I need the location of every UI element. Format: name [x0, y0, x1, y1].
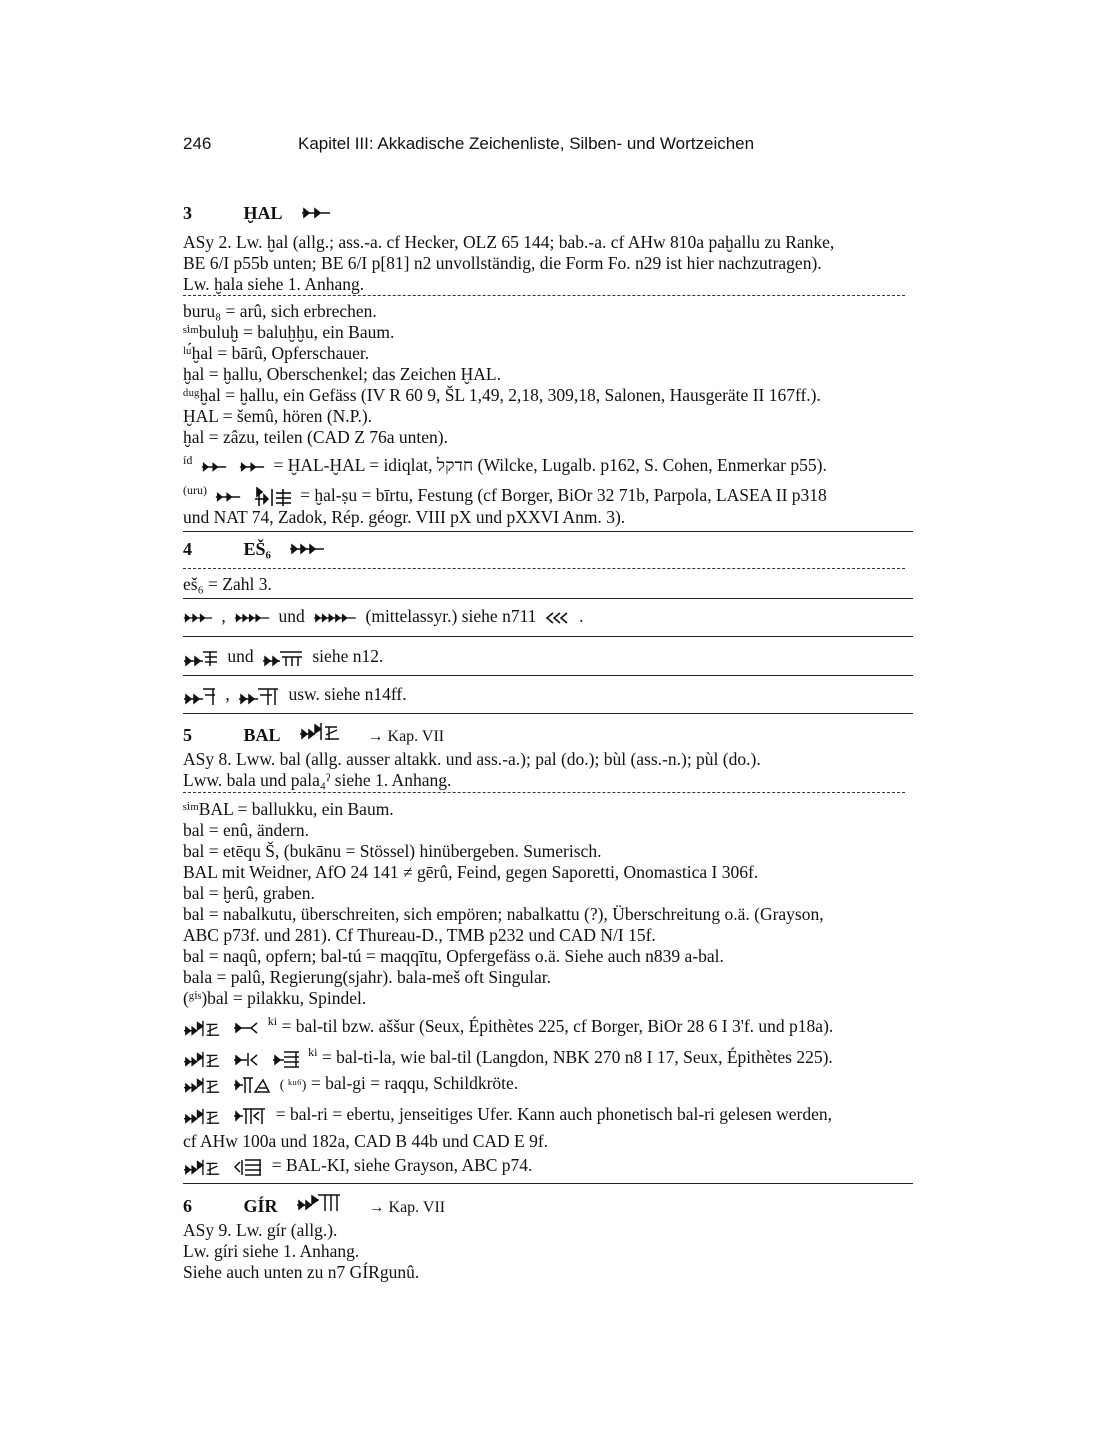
- su-sign-icon: [254, 487, 292, 507]
- determinative: ki: [308, 1045, 318, 1059]
- entry-5-values: [183, 799, 913, 1009]
- chapter-title: Kapitel III: Akkadische Zeichenliste, Silben- und Wortzeichen: [298, 134, 755, 153]
- value-line: (ᵍⁱˢ)bal = pilakku, Spindel.: [183, 988, 367, 1008]
- sign-name: ḪAL: [243, 203, 283, 223]
- see-text: usw. siehe n14ff.: [288, 684, 407, 704]
- bal-sign-icon: [183, 1050, 221, 1068]
- separator: ,: [225, 684, 230, 704]
- sign-line-text: = bal-til bzw. aššur (Seux, Épithètes 225, cf Borger, BiOr 28 6 I 3'f. und p18a).: [281, 1015, 834, 1036]
- value-line: BAL mit Weidner, AfO 24 141 ≠ gērû, Feind, gegen Saporetti, Onomastica I 306f.: [183, 862, 759, 882]
- value-line: bala = palû, Regierung(sjahr). bala-meš oft Singular.: [183, 967, 552, 987]
- asy-line: ASy 9. Lw. gír (allg.).: [183, 1220, 338, 1240]
- dashed-divider: [183, 792, 905, 793]
- asy-line: Siehe auch unten zu n7 GÍRgunû.: [183, 1262, 420, 1282]
- bal-sign-icon: [183, 1158, 221, 1176]
- birtu-line: [183, 480, 827, 507]
- birtu-text: = ḫal-ṣu = bīrtu, Festung (cf Borger, BiOr 32 71b, Parpola, LASEA II p318: [300, 484, 827, 505]
- chapter-reference: → Kap. VII: [368, 1199, 446, 1216]
- entry-divider: [183, 713, 913, 714]
- value-line: ˢⁱᵐbuluḫ = baluḫḫu, ein Baum.: [183, 322, 395, 342]
- und-word: und: [227, 646, 254, 666]
- entry-number: 6: [183, 1196, 192, 1216]
- see-line-1: [183, 606, 584, 627]
- bal-gi-line: [183, 1073, 518, 1096]
- asy-line: ASy 8. Lww. bal (allg. ausser altakk. und ass.-a.); pal (do.); bùl (ass.-n.); pùl (do.).: [183, 749, 761, 769]
- entry-5-heading: [183, 721, 444, 747]
- compound-sign-icon: [262, 649, 304, 667]
- value-line: ḫal = ḫallu, Oberschenkel; das Zeichen ḪAL.: [183, 364, 501, 384]
- entry-3-values: [183, 301, 913, 448]
- hal-sign-icon: [201, 461, 227, 473]
- value-line: ˡᵘ́ḫal = bārû, Opferschauer.: [183, 343, 370, 363]
- es6-value: eš₆ = Zahl 3.: [183, 574, 272, 594]
- entry-number: 4: [183, 539, 192, 559]
- ri-sign-icon: [233, 1107, 267, 1125]
- value-line: bal = nabalkutu, überschreiten, sich empören; nabalkattu (?), Überschreitung o.ä. (Grayson,: [183, 904, 824, 924]
- separator: ,: [221, 606, 226, 626]
- chapter-reference: → Kap. VII: [367, 728, 445, 745]
- es6-sign-icon: [289, 539, 325, 560]
- idiqlat-line: [183, 450, 827, 476]
- determinative: íd: [183, 453, 193, 467]
- determinative: ( ᵏᵘ⁶): [279, 1078, 307, 1093]
- hal-sign-icon: [301, 203, 331, 224]
- hal-sign-icon: [239, 461, 265, 473]
- sign-line-text: = bal-gi = raqqu, Schildkröte.: [310, 1073, 519, 1093]
- entry-divider: [183, 531, 913, 532]
- entry-5-asy: [183, 749, 913, 791]
- und-word: und: [278, 606, 305, 626]
- entry-3-heading: [183, 203, 331, 224]
- bal-sign-icon: [299, 721, 341, 746]
- sign-line-text: = bal-ri = ebertu, jenseitiges Ufer. Kann auch phonetisch bal-ri gelesen werden,: [275, 1104, 832, 1124]
- entry-6-lines: [183, 1220, 913, 1283]
- entry-number: 3: [183, 203, 192, 223]
- winkelhaken-icon: [545, 612, 571, 624]
- four-wedges-icon: [234, 613, 270, 623]
- value-line: bal = naqû, opfern; bal-tú = maqqītu, Opfergefäss o.ä. Siehe auch n839 a-bal.: [183, 946, 724, 966]
- dashed-divider: [183, 295, 905, 296]
- value-line: ABC p73f. und 281). Cf Thureau-D., TMB p232 und CAD N/I 15f.: [183, 925, 656, 945]
- es6-sign-icon: [183, 613, 213, 623]
- compound-sign-icon: [238, 686, 280, 706]
- value-line: ᵈᵘᵍḫal = ḫallu, ein Gefäss (IV R 60 9, ŠL 1,49, 2,18, 309,18, Salonen, Hausgeräte II 167ff.).: [183, 385, 821, 405]
- bal-ti-la-line: [183, 1042, 833, 1068]
- entry-number: 5: [183, 725, 192, 745]
- five-wedges-icon: [313, 613, 357, 623]
- hal-sign-icon: [215, 491, 241, 503]
- bal-sign-icon: [183, 1107, 221, 1125]
- period: .: [579, 606, 584, 626]
- entry-divider: [183, 598, 913, 599]
- entry-divider: [183, 1183, 913, 1184]
- idiqlat-text: = ḪAL-ḪAL = idiqlat, חדקל (Wilcke, Lugalb. p162, S. Cohen, Enmerkar p55).: [273, 454, 827, 475]
- bal-sign-icon: [183, 1019, 221, 1037]
- sign-name: BAL: [243, 725, 281, 745]
- asy-line: ASy 2. Lw. ḫal (allg.; ass.-a. cf Hecker, OLZ 65 144; bab.-a. cf AHw 810a paḫallu zu Ranke,: [183, 232, 835, 252]
- bal-ri-continuation: cf AHw 100a und 182a, CAD B 44b und CAD E 9f.: [183, 1131, 549, 1151]
- see-line-3: [183, 684, 407, 706]
- birtu-continuation: und NAT 74, Zadok, Rép. géogr. VIII pX und pXXVI Anm. 3).: [183, 507, 626, 527]
- asy-line: Lw. ḫala siehe 1. Anhang.: [183, 274, 365, 294]
- dashed-divider: [183, 568, 905, 569]
- compound-sign-icon: [183, 649, 219, 667]
- bal-ki-line: [183, 1155, 532, 1176]
- sign-name: GÍR: [243, 1196, 278, 1216]
- see-text: (mittelassyr.) siehe n711: [365, 606, 537, 626]
- value-line: buru₈ = arû, sich erbrechen.: [183, 301, 377, 321]
- asy-line: Lw. gíri siehe 1. Anhang.: [183, 1241, 360, 1261]
- value-line: bal = enû, ändern.: [183, 820, 310, 840]
- value-line: ḫal = zâzu, teilen (CAD Z 76a unten).: [183, 427, 448, 447]
- see-line-2: [183, 646, 383, 667]
- value-line: ˢⁱᵐBAL = ballukku, ein Baum.: [183, 799, 394, 819]
- sign-line-text: = BAL-KI, siehe Grayson, ABC p74.: [271, 1155, 533, 1175]
- gir-sign-icon: [296, 1192, 342, 1217]
- asy-line: Lww. bala und pala₄ˀ siehe 1. Anhang.: [183, 770, 452, 790]
- gi-sign-icon: [233, 1076, 271, 1094]
- entry-6-heading: [183, 1192, 445, 1218]
- til-sign-icon: [233, 1022, 259, 1034]
- entry-divider: [183, 675, 913, 676]
- determinative: (uru): [183, 483, 207, 497]
- value-line: bal = etēqu Š, (bukānu = Stössel) hinübergeben. Sumerisch.: [183, 841, 602, 861]
- value-line: ḪAL = šemû, hören (N.P.).: [183, 406, 373, 426]
- compound-sign-icon: [183, 686, 217, 706]
- bal-ri-line: [183, 1104, 832, 1125]
- bal-sign-icon: [183, 1076, 221, 1094]
- la-sign-icon: [272, 1050, 300, 1068]
- bal-til-line: [183, 1011, 833, 1037]
- determinative: ki: [267, 1014, 278, 1028]
- ti-sign-icon: [233, 1051, 259, 1067]
- sign-name: EŠ₆: [243, 539, 271, 559]
- page-number: 246: [183, 134, 212, 153]
- entry-divider: [183, 636, 913, 637]
- see-text: siehe n12.: [312, 646, 384, 666]
- ki-sign-icon: [233, 1158, 263, 1176]
- asy-line: BE 6/I p55b unten; BE 6/I p[81] n2 unvollständig, die Form Fo. n29 ist hier nachzutragen).: [183, 253, 822, 273]
- entry-3-asy: [183, 232, 913, 295]
- value-line: bal = ḫerû, graben.: [183, 883, 315, 903]
- entry-4-heading: [183, 539, 325, 560]
- sign-line-text: = bal-ti-la, wie bal-til (Langdon, NBK 270 n8 I 17, Seux, Épithètes 225).: [321, 1046, 833, 1067]
